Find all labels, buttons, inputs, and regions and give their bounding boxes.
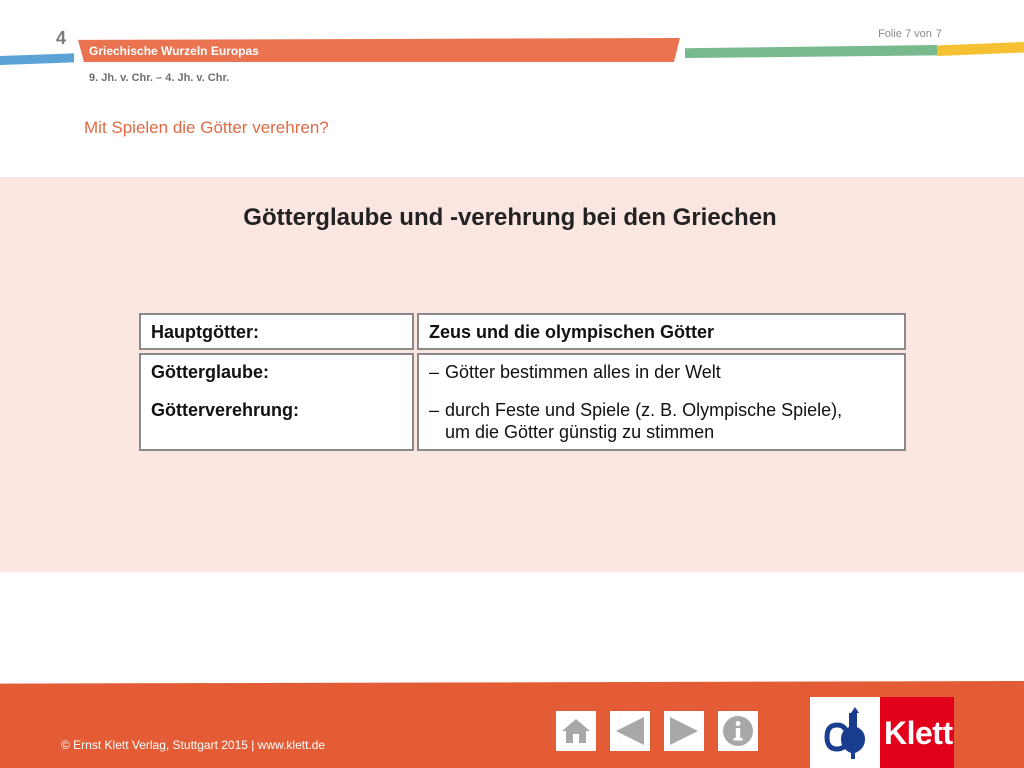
hauptgoetter-label: Hauptgötter: [151, 322, 259, 342]
copyright-text: © Ernst Klett Verlag, Stuttgart 2015 | www.klett.de [61, 738, 326, 752]
arrow-left-icon [614, 716, 646, 746]
epoch-label: 9. Jh. v. Chr. – 4. Jh. v. Chr. [89, 72, 230, 84]
klett-logo[interactable] [810, 697, 954, 768]
hauptgoetter-value: Zeus und die olympischen Götter [429, 322, 715, 342]
decor-stripe-blue [0, 53, 74, 65]
info-button[interactable] [718, 711, 758, 751]
page-title: Götterglaube und -verehrung bei den Griechen [243, 204, 777, 231]
klett-emblem-icon [817, 703, 873, 763]
info-icon [722, 715, 754, 747]
decor-stripe-yellow [937, 42, 1024, 56]
goetterverehrung-label: Götterverehrung: [151, 400, 300, 420]
dash-bullet: – [429, 400, 440, 420]
goetterverehrung-value-line1: durch Feste und Spiele (z. B. Olympische Spiele), [445, 400, 843, 420]
slide-counter-total: 7 [935, 28, 942, 40]
arrow-right-icon [668, 716, 700, 746]
goetterverehrung-value-line2: um die Götter günstig zu stimmen [445, 422, 715, 442]
goetterglaube-value: Götter bestimmen alles in der Welt [445, 362, 721, 382]
previous-slide-button[interactable] [610, 711, 650, 751]
slide-counter-label: Folie 7 von [878, 28, 932, 40]
slide-question: Mit Spielen die Götter verehren? [84, 118, 329, 137]
list-item [429, 361, 894, 383]
goetterglaube-label: Götterglaube: [151, 362, 270, 382]
table-cell-labels-glaube [139, 353, 414, 451]
series-title: Griechische Wurzeln Europas [89, 44, 259, 58]
klett-logo-text: Klett [884, 715, 953, 751]
decor-stripe-green [685, 45, 937, 58]
chapter-number: 4 [56, 28, 67, 48]
home-icon [561, 717, 591, 745]
table-cell-label-hauptgoetter [139, 313, 414, 350]
list-item [429, 399, 894, 443]
klett-logo-mark [810, 697, 880, 768]
next-slide-button[interactable] [664, 711, 704, 751]
home-button[interactable] [556, 711, 596, 751]
table-cell-values-glaube [417, 353, 906, 451]
dash-bullet: – [429, 362, 440, 382]
goetterverehrung-value [445, 399, 842, 443]
slide-counter [874, 28, 942, 40]
table-cell-value-hauptgoetter [417, 313, 906, 350]
